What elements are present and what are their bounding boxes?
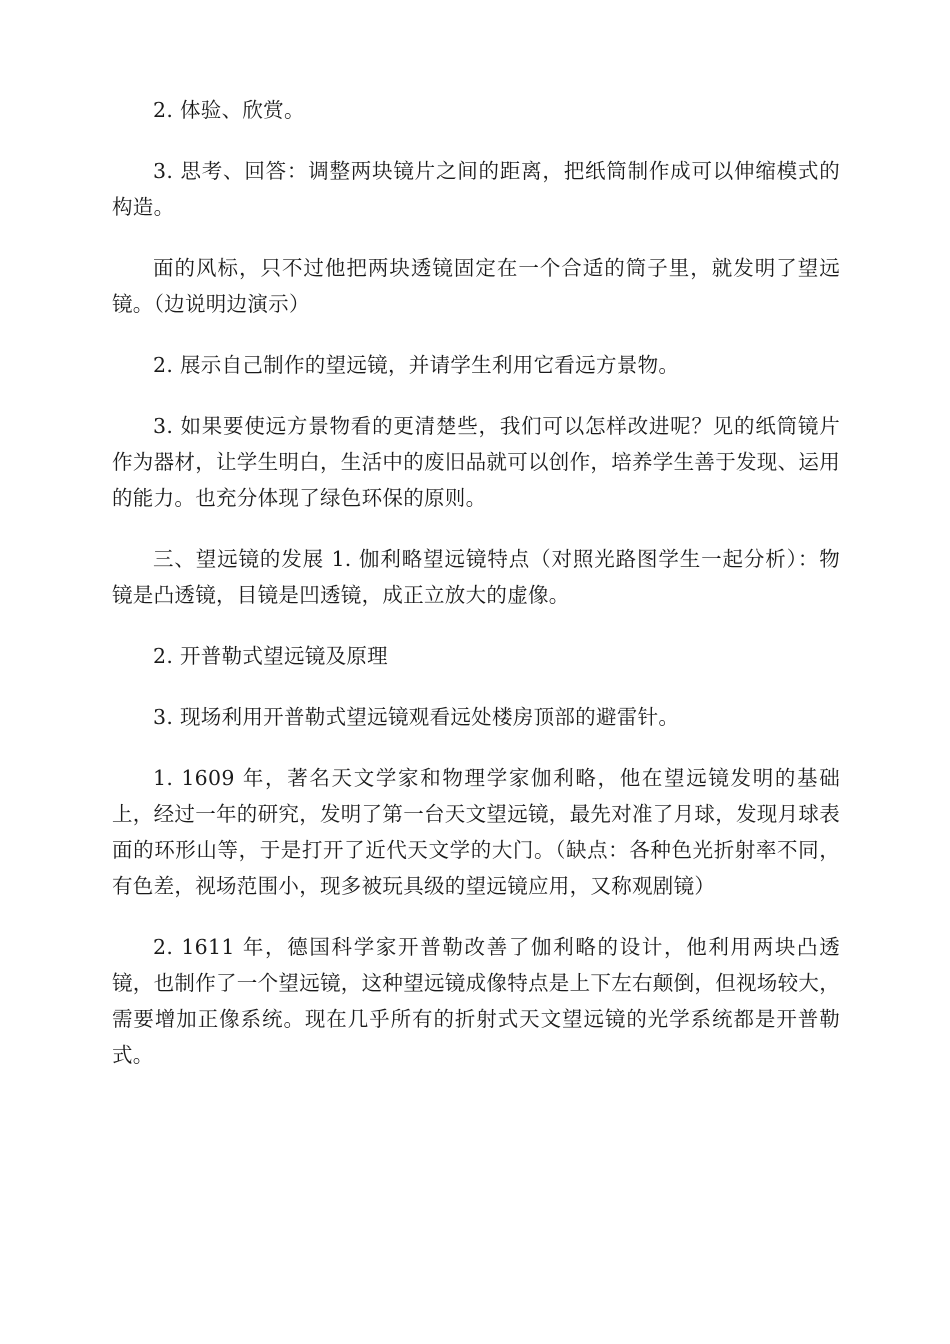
paragraph-development: 三、望远镜的发展 1. 伽利略望远镜特点（对照光路图学生一起分析）：物镜是凸透镜，目镜是凹透镜，成正立放大的虚像。 <box>112 547 840 607</box>
paragraph-improve: 3. 如果要使远方景物看的更清楚些，我们可以怎样改进呢？见的纸筒镜片作为器材，让学生明白，生活中的废旧品就可以创作，培养学生善于发现、运用的能力。也充分体现了绿色环保的原则。 <box>112 414 840 510</box>
paragraph-kepler-principle: 2. 开普勒式望远镜及原理 <box>153 644 388 668</box>
paragraph-show-telescope: 2. 展示自己制作的望远镜，并请学生利用它看远方景物。 <box>153 353 680 377</box>
paragraph-think-answer: 3. 思考、回答：调整两块镜片之间的距离，把纸筒制作成可以伸缩模式的构造。 <box>112 159 840 219</box>
paragraph-kepler-1611: 2. 1611 年，德国科学家开普勒改善了伽利略的设计，他利用两块凸透镜，也制作了一个望远镜，这种望远镜成像特点是上下左右颠倒，但视场较大，需要增加正像系统。现在几乎所有的折射式天文望远镜的光学系统都是开普勒式。 <box>112 935 840 1067</box>
paragraph-invention: 面的风标，只不过他把两块透镜固定在一个合适的筒子里，就发明了望远镜。（边说明边演示） <box>112 256 840 316</box>
paragraph-field-observation: 3. 现场利用开普勒式望远镜观看远处楼房顶部的避雷针。 <box>153 705 680 729</box>
paragraph-galileo-1609: 1. 1609 年，著名天文学家和物理学家伽利略，他在望远镜发明的基础上，经过一年的研究，发明了第一台天文望远镜，最先对准了月球，发现月球表面的环形山等，于是打开了近代天文学的大门。（缺点：各种色光折射率不同，有色差，视场范围小，现多被玩具级的望远镜应用，又称观剧镜） <box>112 766 840 898</box>
paragraph-experience: 2. 体验、欣赏。 <box>153 98 305 122</box>
